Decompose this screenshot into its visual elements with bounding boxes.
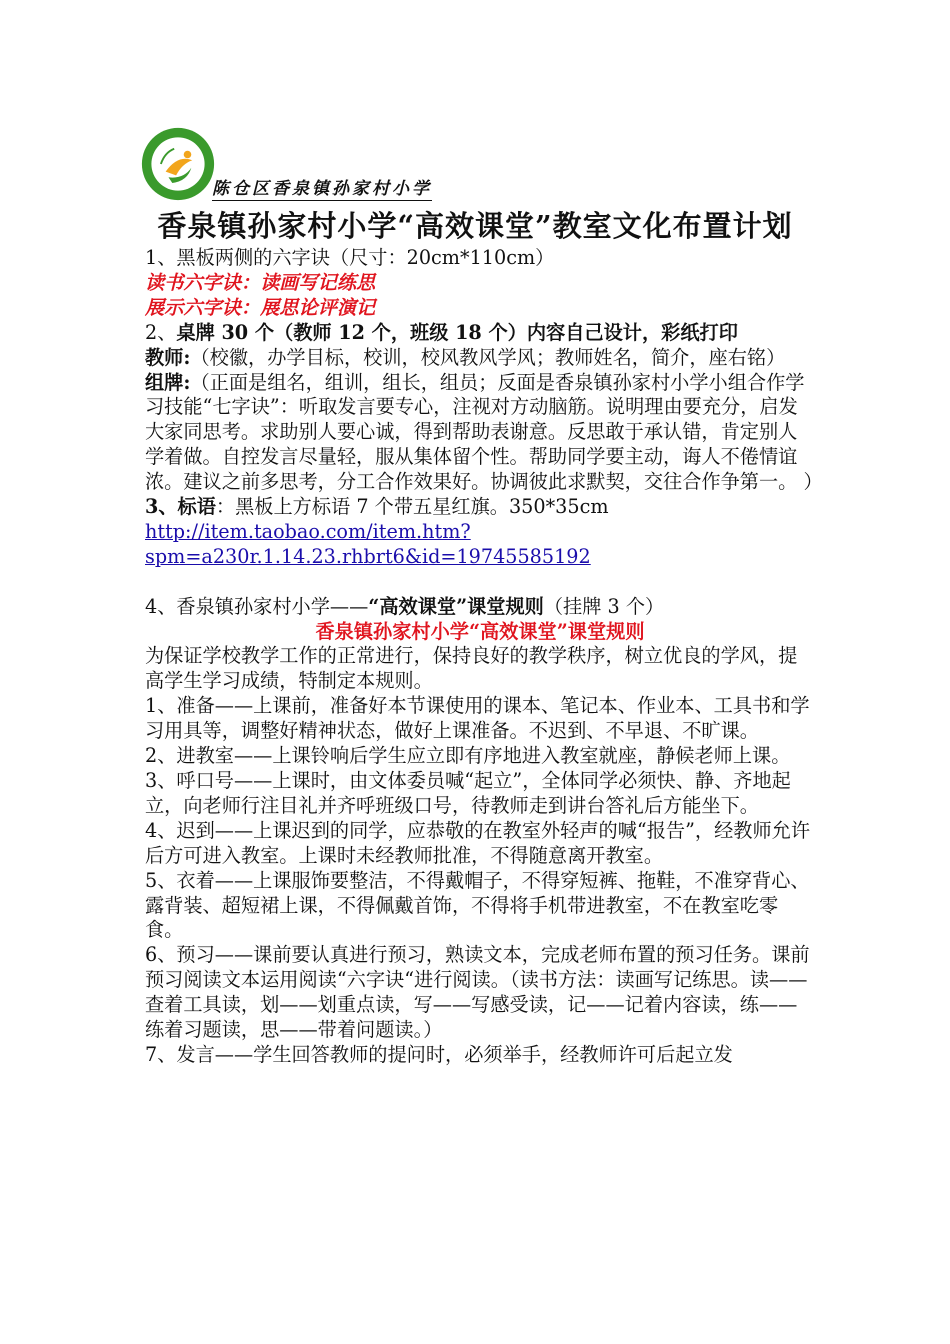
rule-item: 6、预习——课前要认真进行预习，熟读文本，完成老师布置的预习任务。课前预习阅读文本运用阅读“六字诀“进行阅读。（读书方法：读画写记练思。读——查着工具读，划——划重点读，写——写感受读，记——记着内容读，练——练着习题读，思——带着问题读。）: [145, 943, 810, 1042]
taobao-link-line2[interactable]: spm=a230r.1.14.23.rhbrt6&id=19745585192: [145, 544, 591, 568]
taobao-link-line1[interactable]: http://item.taobao.com/item.htm?: [145, 519, 471, 543]
rule-item: 2、进教室——上课铃响后学生应立即有序地进入教室就座，静候老师上课。: [145, 744, 791, 768]
section2-prefix: 2、: [145, 320, 177, 344]
rule-item: 5、衣着——上课服饰要整洁，不得戴帽子，不得穿短裤、拖鞋，不准穿背心、露背装、超短裙上课，不得佩戴首饰，不得将手机带进教室，不在教室吃零食。: [145, 868, 810, 942]
document-title: 香泉镇孙家村小学“高效课堂”教室文化布置计划: [157, 209, 793, 243]
rules-title: 香泉镇孙家村小学“高效课堂”课堂规则: [315, 619, 645, 643]
section2-heading: [145, 321, 815, 346]
section3-text: ：黑板上方标语 7 个带五星红旗。350*35cm: [215, 495, 609, 519]
document-body: [145, 246, 823, 1068]
rule-item: 3、呼口号——上课时，由文体委员喊“起立”，全体同学必须快、静、齐地起立，向老师行注目礼并齐呼班级口号，待教师走到讲台答礼后方能坐下。: [145, 769, 791, 817]
section4-prefix: 4、香泉镇孙家村小学——: [145, 594, 369, 618]
group-label: 组牌:: [145, 370, 191, 394]
rules-intro: 为保证学校教学工作的正常进行，保持良好的教学秩序，树立优良的学风，提高学生学习成绩，特制定本规则。: [145, 644, 798, 693]
rule-item: 4、迟到——上课迟到的同学，应恭敬的在教室外轻声的喊“报告”，经教师允许后方可进入教室。上课时未经教师批准，不得随意离开教室。: [145, 818, 811, 867]
teacher-label: 教师:: [145, 345, 191, 369]
group-text: （正面是组名，组训，组长，组员；反面是香泉镇孙家村小学小组合作学习技能“七字诀”：听取发言要专心，注视对方动脑筋。说明理由要充分，启发大家同思考。求助别人要心诚，得到帮助表谢意。反思敢于承认错，肯定别人学着做。自控发言尽量轻，服从集体留个性。帮助同学要主动，诲人不倦情谊浓。建议之前多思考，分工合作效果好。协调彼此求默契，交往合作争第一。 ）: [145, 370, 823, 494]
teacher-text: （校徽，办学目标，校训，校风教风学风；教师姓名，简介，座右铭）: [190, 345, 786, 369]
section3-label: 3、标语: [145, 495, 216, 519]
section4-suffix: （挂牌 3 个）: [543, 594, 665, 618]
section3-slogan: [145, 495, 815, 520]
rule-item: 1、准备——上课前，准备好本节课使用的课本、笔记本、作业本、工具书和学习用具等，调整好精神状态，做好上课准备。不迟到、不早退、不旷课。: [145, 694, 810, 743]
teacher-card-desc: [145, 346, 815, 371]
section2-heading-bold: 桌牌 30 个（教师 12 个，班级 18 个）内容自己设计，彩纸打印: [176, 320, 738, 344]
display-six-words: 展示六字诀：展思论评演记: [145, 295, 376, 319]
rule-item: 7、发言——学生回答教师的提问时，必须举手，经教师许可后起立发: [145, 1042, 733, 1066]
section4-bold: “高效课堂”课堂规则: [368, 594, 544, 618]
group-card-desc: [145, 370, 823, 496]
reading-six-words: 读书六字诀：读画写记练思: [145, 270, 376, 294]
section1-heading: 1、黑板两侧的六字诀（尺寸：20cm*110cm）: [145, 246, 555, 269]
taobao-link-block: [145, 520, 815, 570]
school-logo: [140, 126, 216, 202]
section4-heading: [145, 595, 815, 620]
school-name-header: 陈仓区香泉镇孙家村小学: [212, 174, 432, 201]
